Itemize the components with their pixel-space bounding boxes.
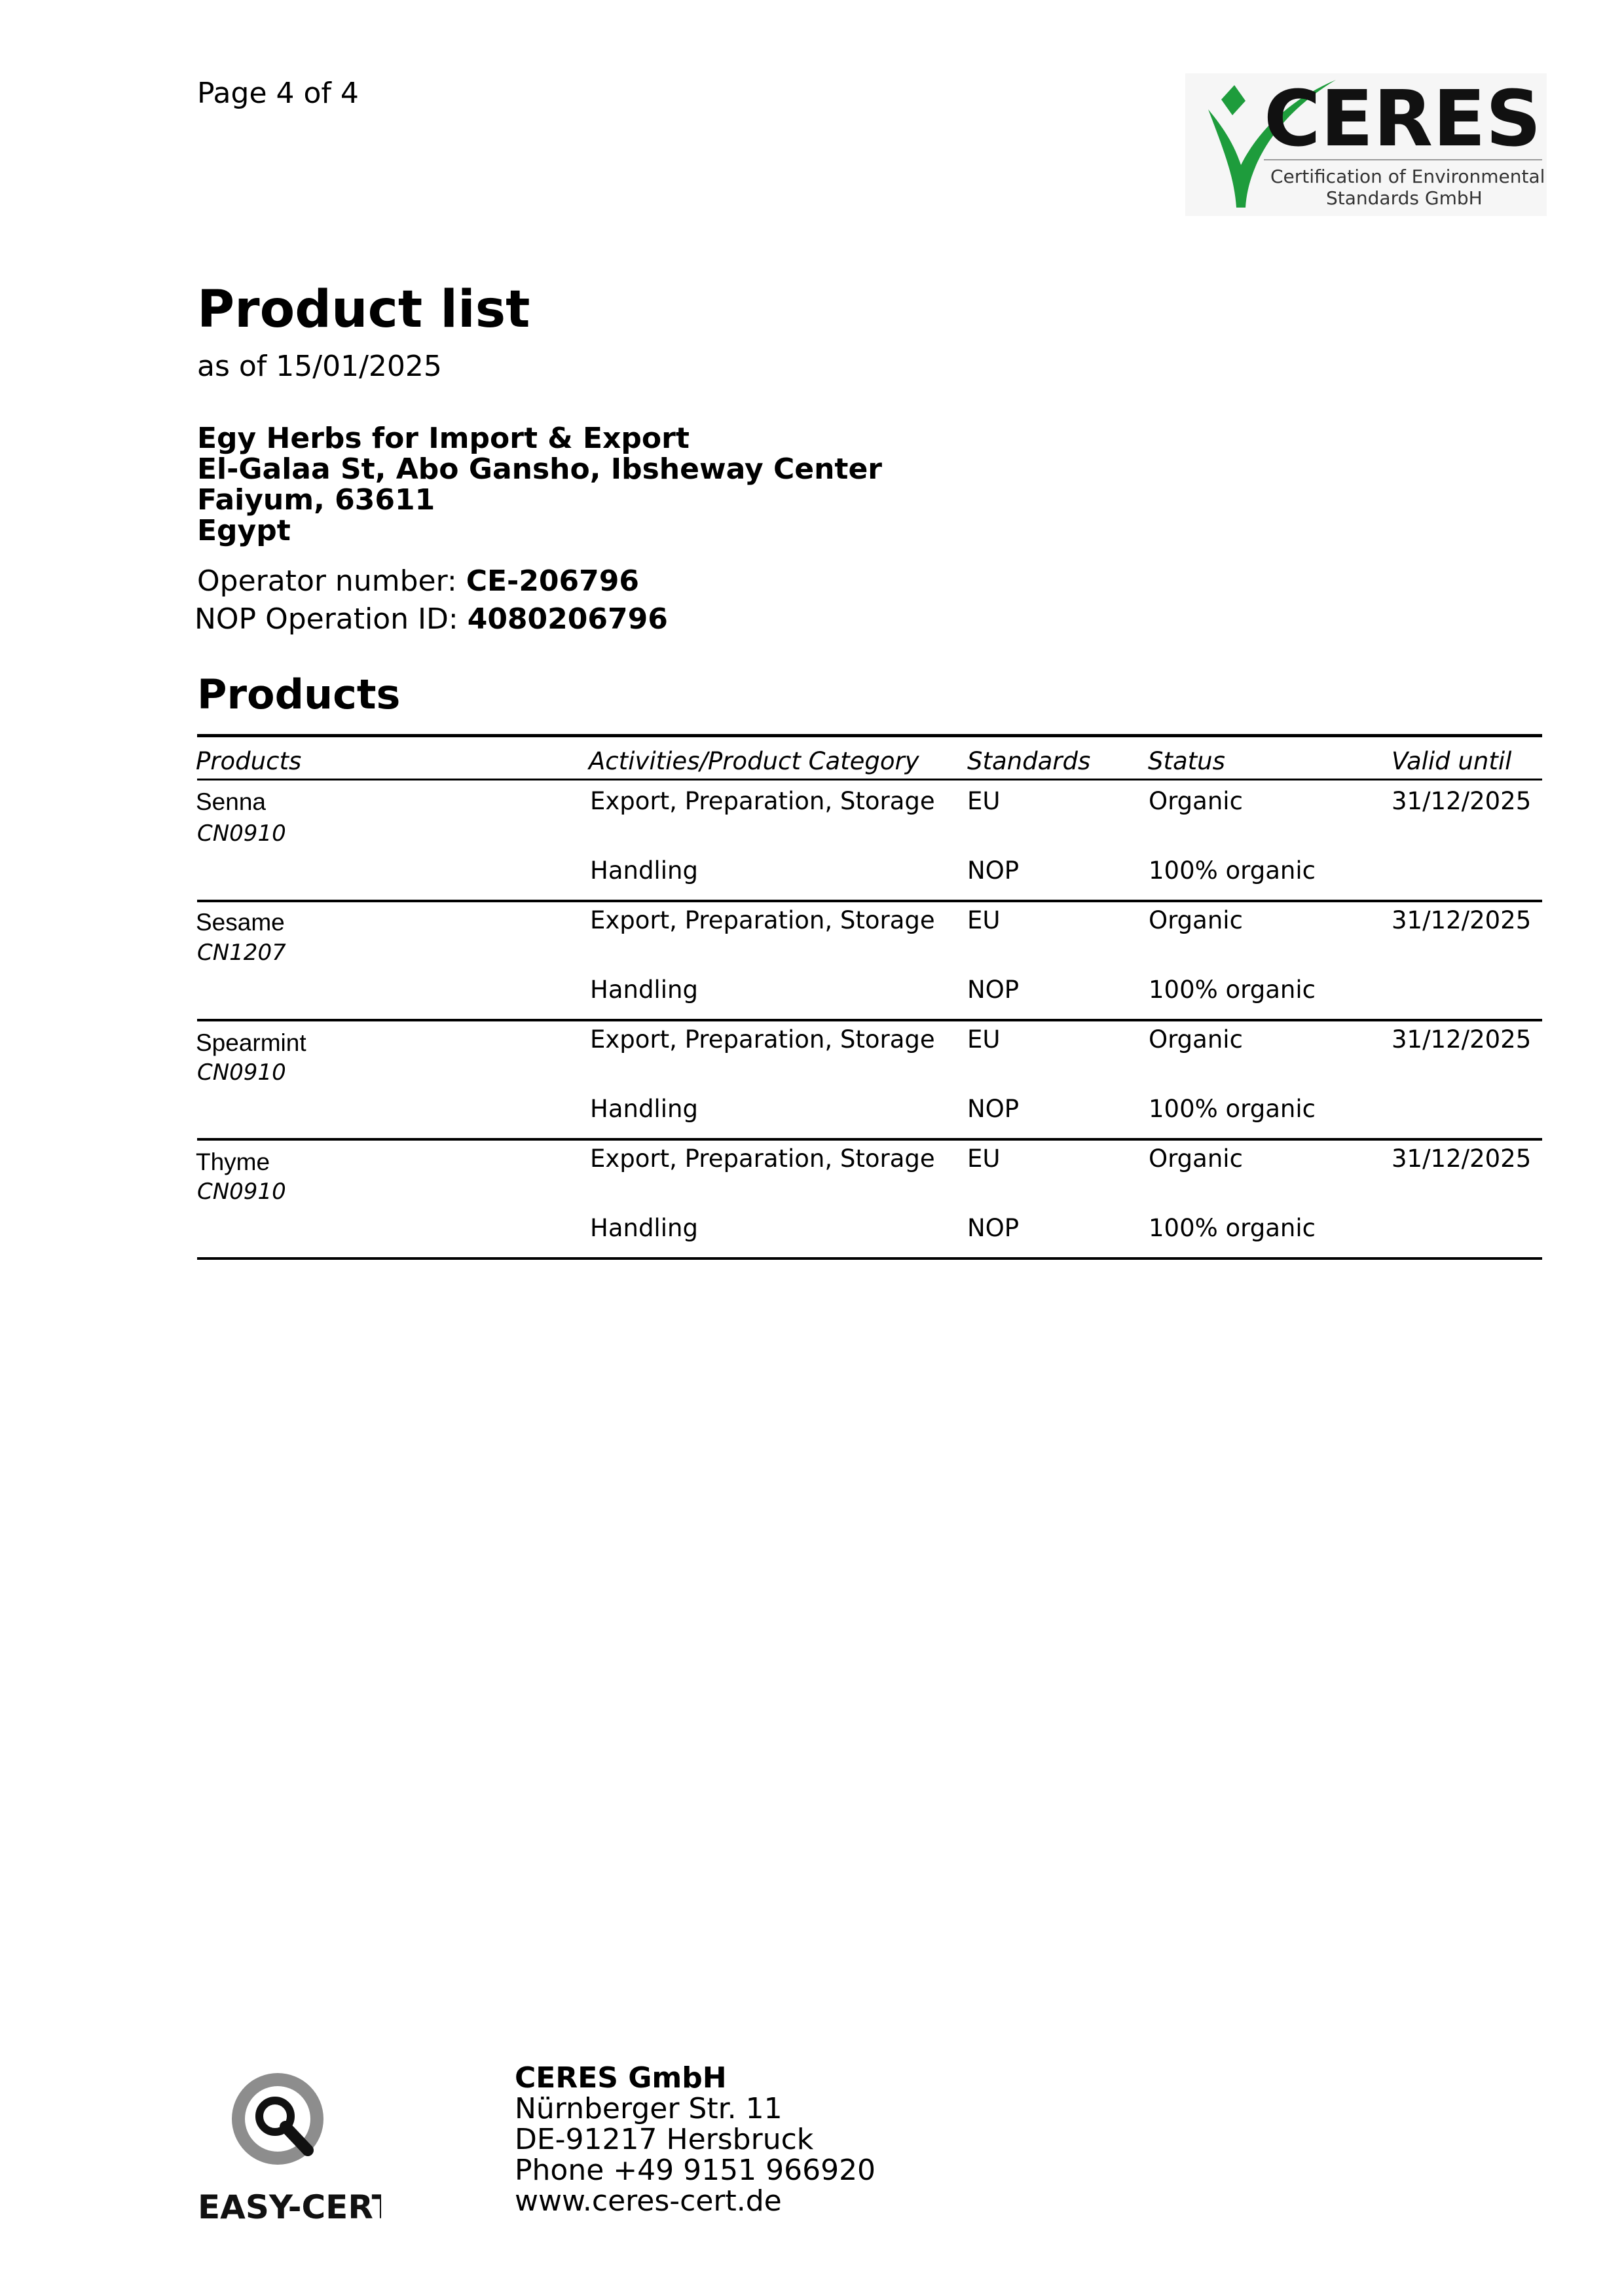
activity-secondary: Handling — [590, 1214, 698, 1242]
footer-phone: Phone +49 9151 966920 — [515, 2154, 876, 2187]
activity-secondary: Handling — [590, 1095, 698, 1123]
easy-cert-logo — [194, 2063, 381, 2226]
status-primary: Organic — [1149, 1025, 1243, 1054]
operator-country: Egypt — [197, 514, 291, 547]
product-code: CN1207 — [197, 940, 286, 966]
magnifier-icon — [194, 2063, 381, 2226]
activity-secondary: Handling — [590, 976, 698, 1004]
operator-number-line — [197, 564, 639, 598]
table-top-rule — [197, 734, 1542, 737]
column-header-activities: Activities/Product Category — [589, 747, 919, 775]
footer-website[interactable]: www.ceres-cert.de — [515, 2184, 782, 2218]
activity-secondary: Handling — [590, 856, 698, 885]
status-primary: Organic — [1149, 1145, 1243, 1173]
valid-until: 31/12/2025 — [1392, 1025, 1532, 1054]
table-row — [197, 1019, 1542, 1138]
status-secondary: 100% organic — [1149, 1095, 1316, 1123]
standard-primary: EU — [967, 1025, 1001, 1054]
nop-id-label: NOP Operation ID: — [194, 602, 468, 636]
operator-city: Faiyum, 63611 — [197, 483, 435, 517]
product-name: Spearmint — [196, 1029, 306, 1056]
nop-id-value: 4080206796 — [467, 602, 668, 636]
logo-tagline-2: Standards GmbH — [1326, 187, 1483, 209]
column-header-valid-until: Valid until — [1392, 747, 1512, 775]
standard-primary: EU — [967, 906, 1001, 934]
operator-street: El-Galaa St, Abo Gansho, Ibsheway Center — [197, 452, 882, 486]
table-bottom-rule — [197, 1257, 1542, 1260]
footer-address — [515, 2063, 876, 2216]
status-secondary: 100% organic — [1149, 1214, 1316, 1242]
valid-until: 31/12/2025 — [1392, 906, 1532, 934]
valid-until: 31/12/2025 — [1392, 1145, 1532, 1173]
activity-primary: Export, Preparation, Storage — [590, 1025, 935, 1054]
logo-wordmark: CERES — [1264, 73, 1541, 164]
product-code: CN0910 — [197, 1179, 286, 1205]
operator-address — [197, 423, 882, 546]
standard-secondary: NOP — [967, 976, 1020, 1004]
product-name: Senna — [196, 788, 266, 815]
ceres-logo-mark — [1185, 73, 1547, 216]
standard-secondary: NOP — [967, 856, 1020, 885]
standard-secondary: NOP — [967, 1095, 1020, 1123]
product-name: Sesame — [196, 909, 285, 936]
footer-city: DE-91217 Hersbruck — [515, 2123, 814, 2156]
ceres-logo — [1185, 73, 1547, 216]
status-secondary: 100% organic — [1149, 856, 1316, 885]
easy-cert-wordmark: EASY-CERT — [198, 2188, 381, 2226]
operator-number-value: CE-206796 — [466, 564, 640, 598]
column-header-status: Status — [1148, 747, 1225, 775]
footer-street: Nürnberger Str. 11 — [515, 2092, 783, 2125]
status-primary: Organic — [1149, 906, 1243, 934]
status-primary: Organic — [1149, 787, 1243, 815]
nop-id-line — [194, 602, 668, 636]
standard-primary: EU — [967, 1145, 1001, 1173]
activity-primary: Export, Preparation, Storage — [590, 787, 935, 815]
page-title: Product list — [197, 280, 530, 339]
products-heading: Products — [197, 670, 401, 718]
operator-name: Egy Herbs for Import & Export — [197, 422, 690, 455]
page-number: Page 4 of 4 — [197, 77, 359, 110]
standard-secondary: NOP — [967, 1214, 1020, 1242]
product-code: CN0910 — [197, 1059, 286, 1086]
footer-company: CERES GmbH — [515, 2061, 727, 2095]
column-header-standards: Standards — [967, 747, 1091, 775]
product-code: CN0910 — [197, 820, 286, 847]
as-of-date: as of 15/01/2025 — [197, 350, 442, 383]
activity-primary: Export, Preparation, Storage — [590, 906, 935, 934]
activity-primary: Export, Preparation, Storage — [590, 1145, 935, 1173]
column-header-products: Products — [196, 747, 302, 775]
table-row — [197, 1138, 1542, 1257]
operator-number-label: Operator number: — [197, 564, 466, 598]
table-row — [197, 780, 1542, 900]
valid-until: 31/12/2025 — [1392, 787, 1532, 815]
leaf-diamond-icon — [1221, 85, 1246, 115]
standard-primary: EU — [967, 787, 1001, 815]
logo-tagline-1: Certification of Environmental — [1270, 166, 1545, 187]
status-secondary: 100% organic — [1149, 976, 1316, 1004]
product-name: Thyme — [196, 1148, 270, 1175]
table-row — [197, 900, 1542, 1019]
